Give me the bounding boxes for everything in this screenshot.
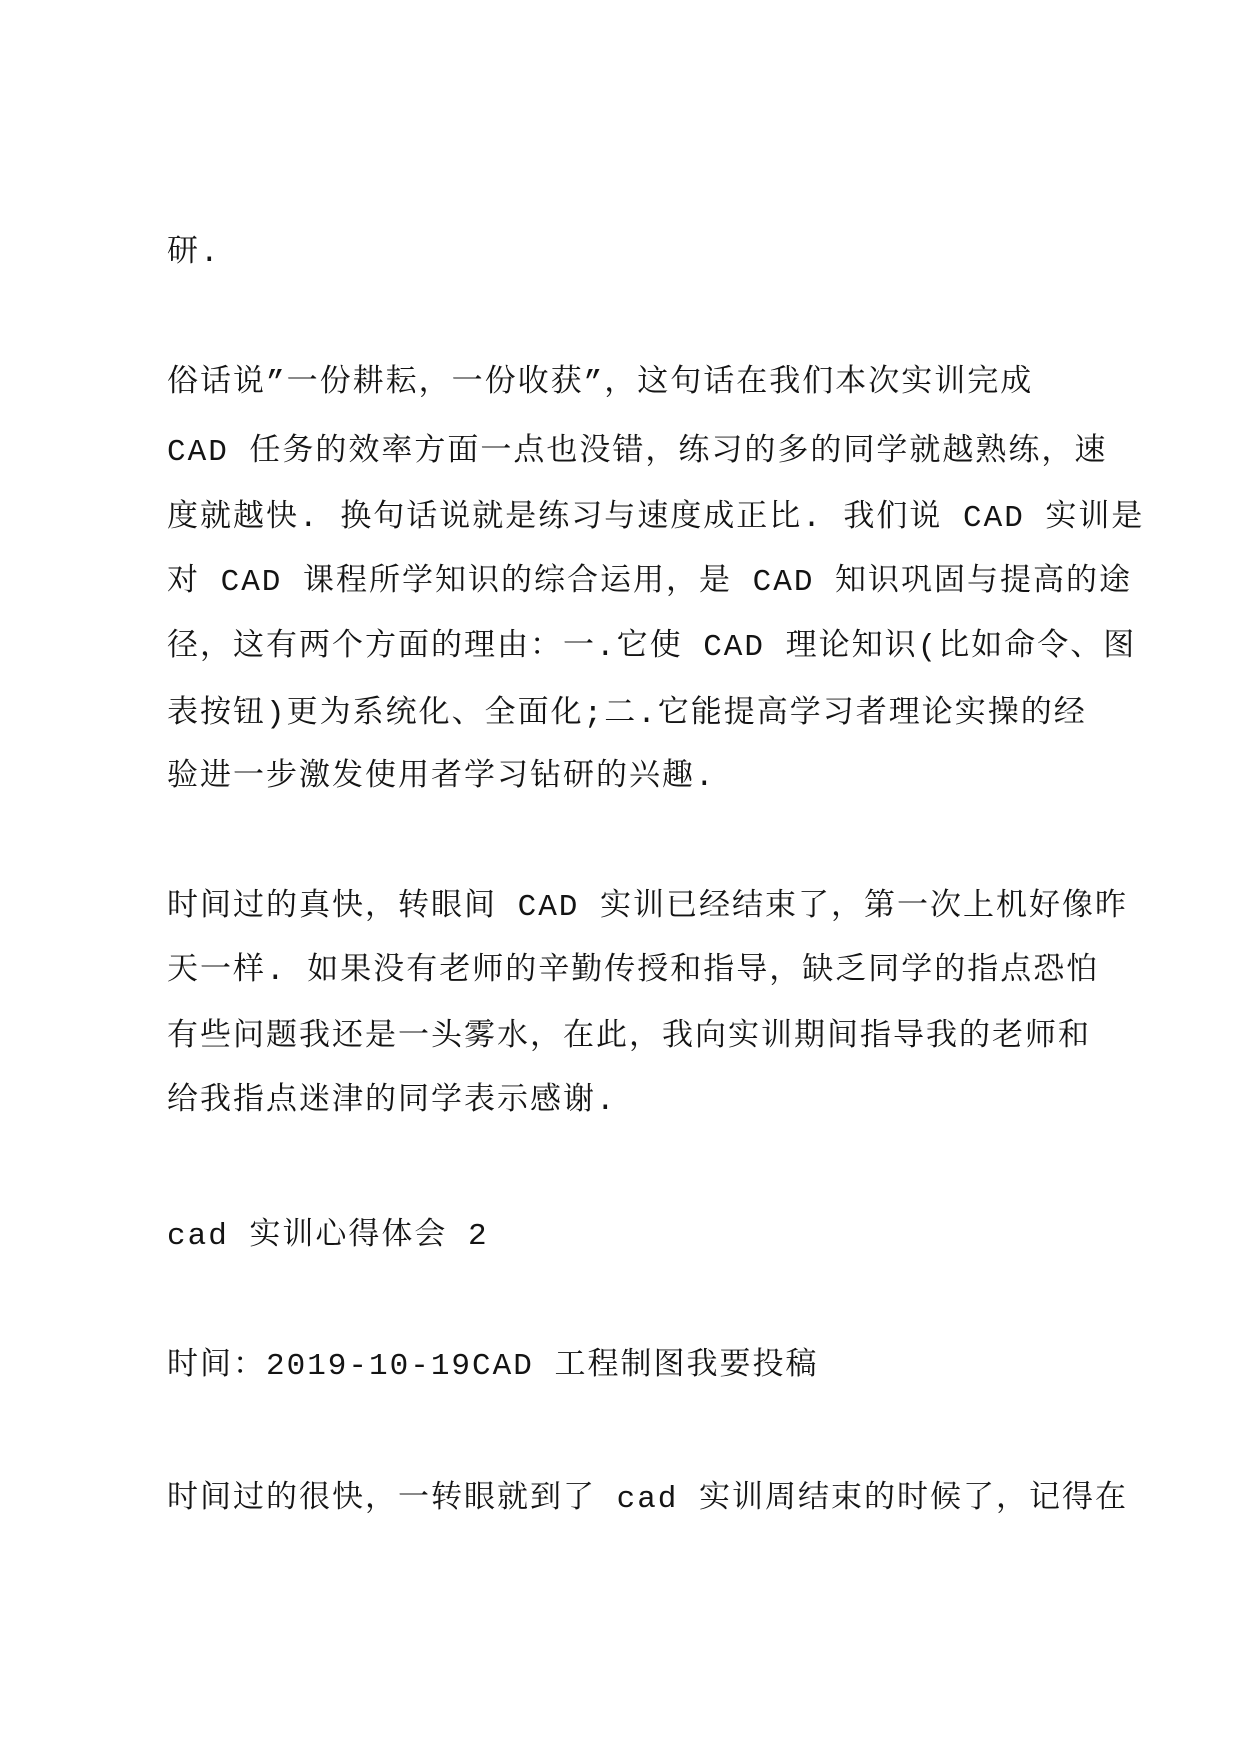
text-line: 时间过的很快，一转眼就到了 cad 实训周结束的时候了，记得在 xyxy=(167,1482,1129,1517)
text-line: 时间过的真快，转眼间 CAD 实训已经结束了，第一次上机好像昨 xyxy=(167,890,1129,925)
text-line: 天一样. 如果没有老师的辛勤传授和指导，缺乏同学的指点恐怕 xyxy=(167,954,1100,989)
text-line: 给我指点迷津的同学表示感谢. xyxy=(167,1084,617,1119)
text-line: 度就越快. 换句话说就是练习与速度成正比. 我们说 CAD 实训是 xyxy=(167,501,1145,536)
section-heading-text: cad 实训心得体会 2 xyxy=(167,1219,489,1254)
text-line: 表按钮)更为系统化、全面化;二.它能提高学习者理论实操的经 xyxy=(167,697,1087,732)
post-meta-text: 时间：2019-10-19CAD 工程制图我要投稿 xyxy=(167,1349,819,1384)
text-line: CAD 任务的效率方面一点也没错，练习的多的同学就越熟练，速 xyxy=(167,435,1108,470)
text-line: 有些问题我还是一头雾水，在此，我向实训期间指导我的老师和 xyxy=(167,1020,1091,1055)
text-line: 研. xyxy=(167,236,221,271)
text-line: 径，这有两个方面的理由：一.它使 CAD 理论知识(比如命令、图 xyxy=(167,630,1137,665)
text-line: 俗话说”一份耕耘，一份收获”，这句话在我们本次实训完成 xyxy=(167,366,1034,401)
text-line: 对 CAD 课程所学知识的综合运用，是 CAD 知识巩固与提高的途 xyxy=(167,565,1133,600)
text-line: 验进一步激发使用者学习钻研的兴趣. xyxy=(167,760,716,795)
